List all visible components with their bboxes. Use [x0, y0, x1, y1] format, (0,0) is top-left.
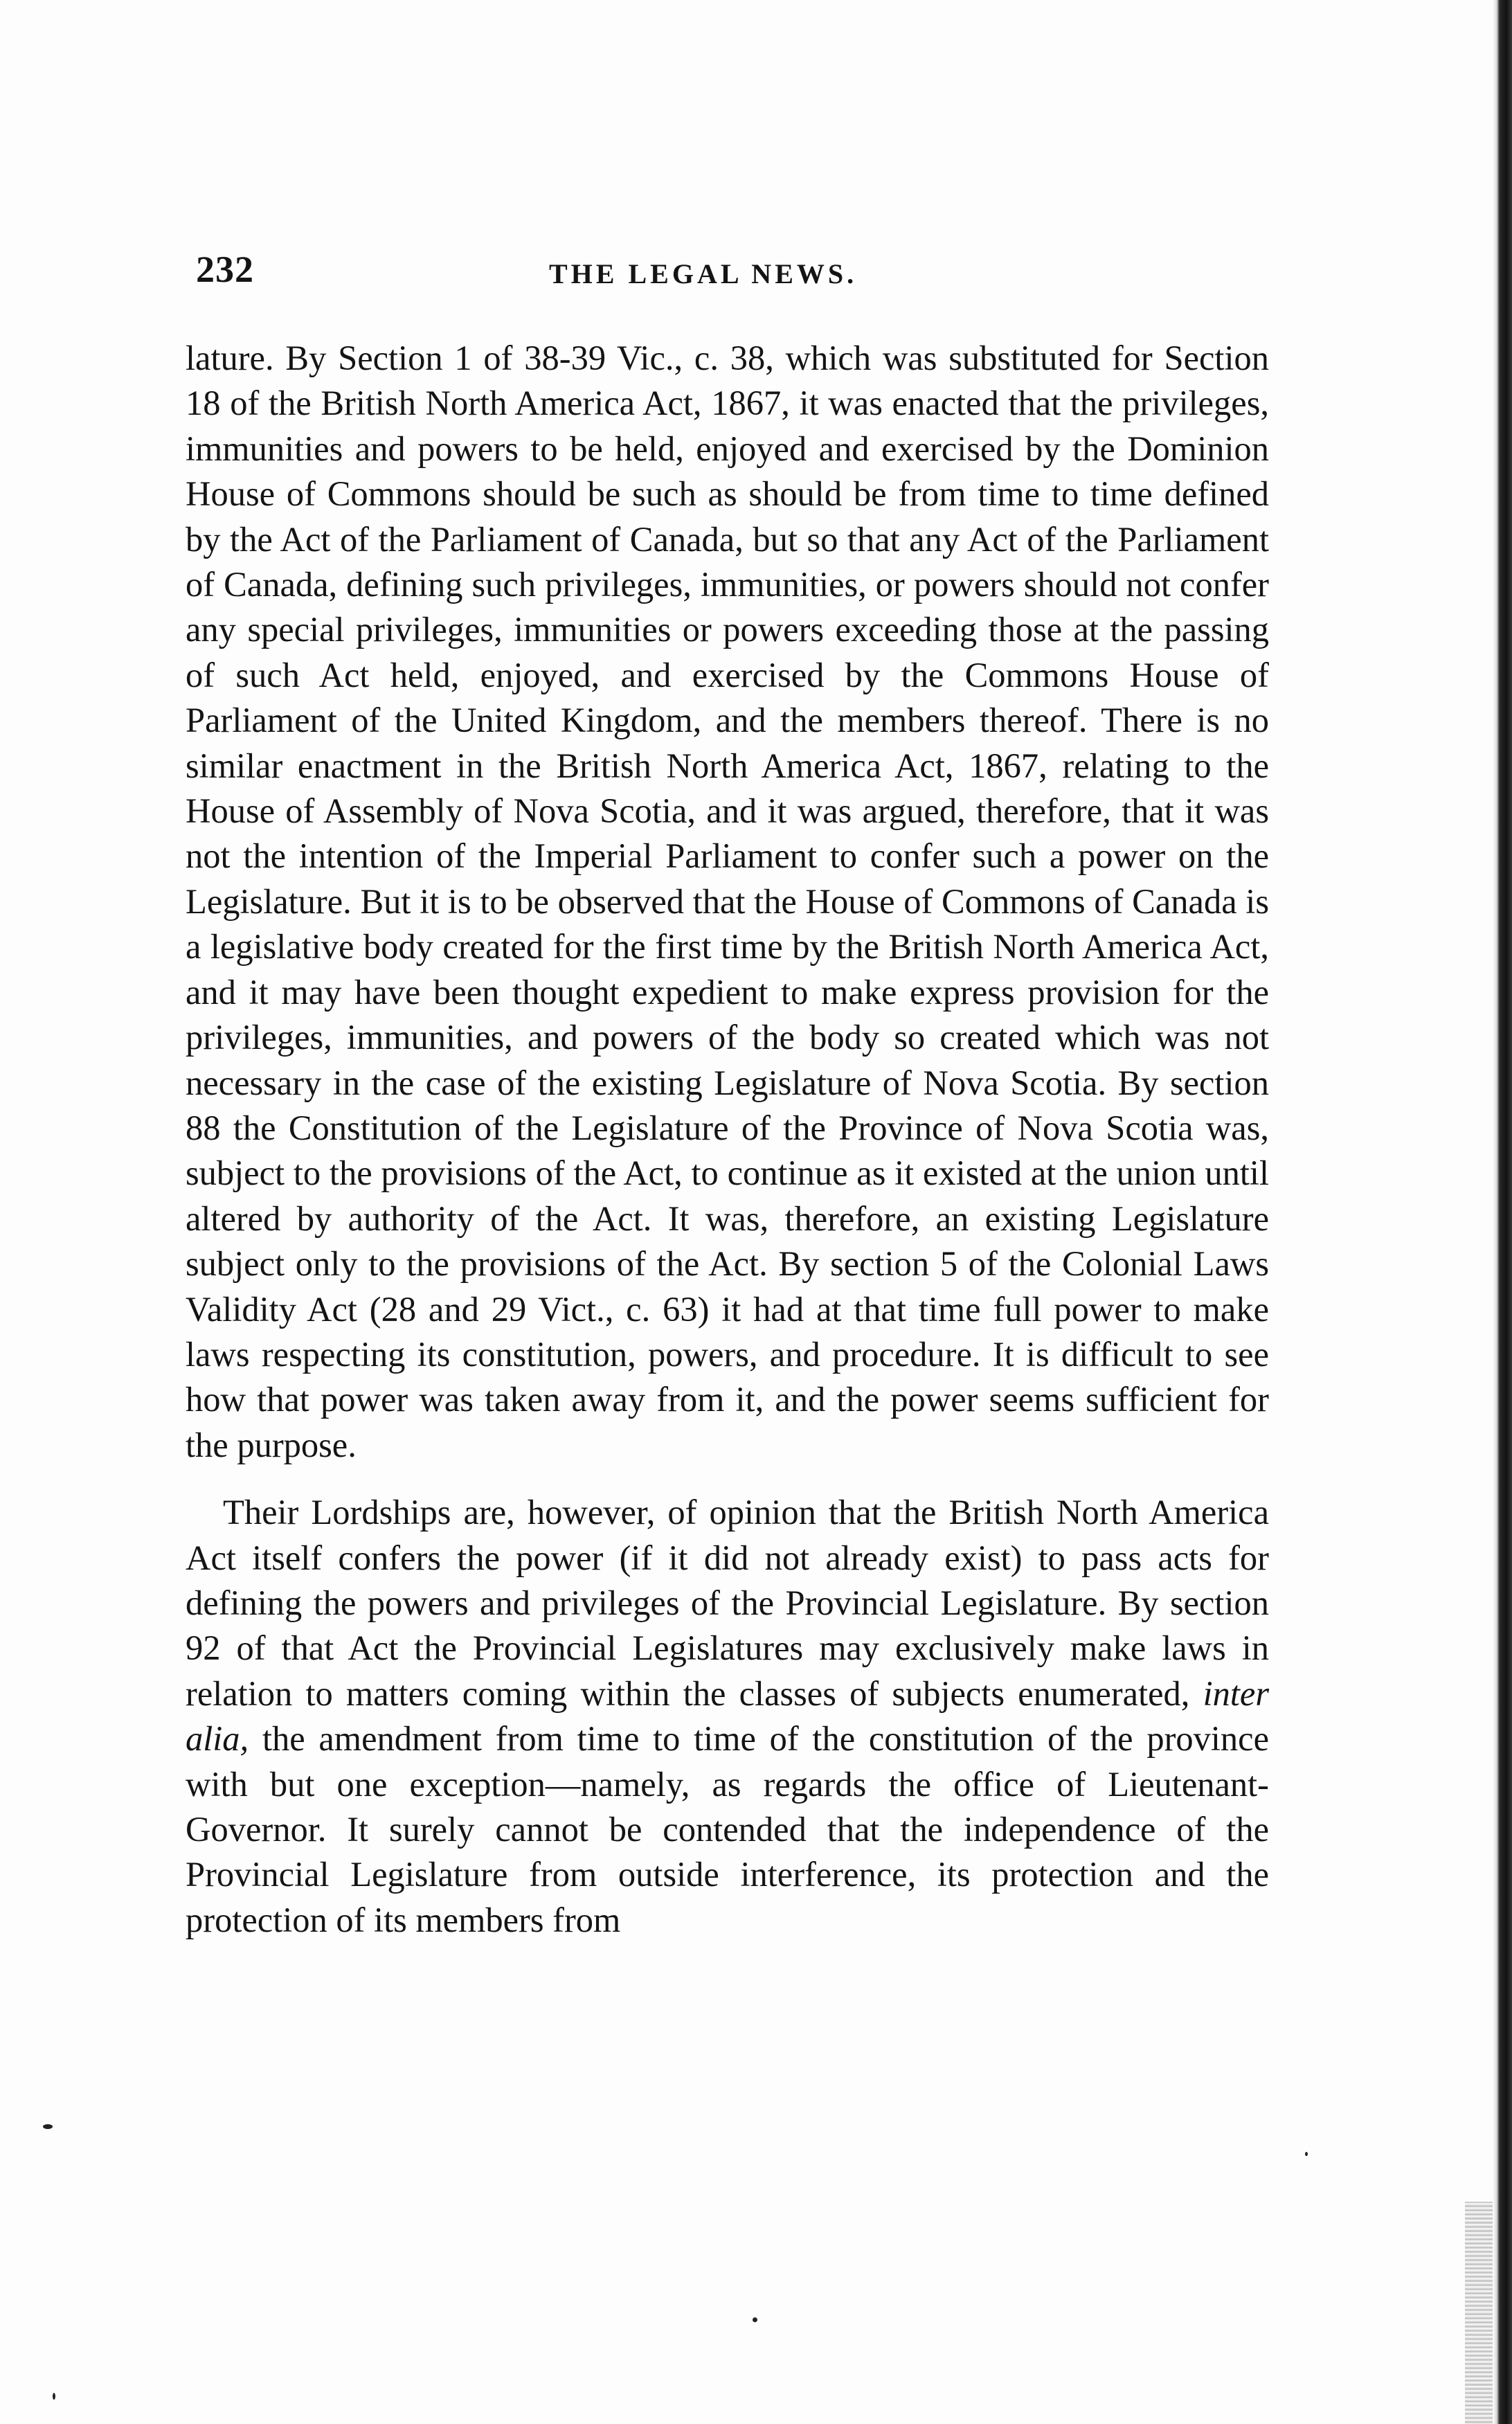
paragraph-2-text-a: Their Lordships are, however, of opinion that the British North America Act itself confers the power (if it did not already exist) to pass acts for defining the powers and privileges of the Provincial Legislature. By section 92 of that Act the Provincial Legislatures may exclusively make laws in relation to matters coming within the classes of subjects enumerated,	[186, 1493, 1269, 1713]
scan-speck	[1305, 2152, 1308, 2156]
paragraph-2-italic-phrase: inter alia,	[186, 1673, 1270, 1759]
running-head	[196, 248, 1255, 289]
paragraph-1: lature. By Section 1 of 38-39 Vic., c. 38, which was substituted for Section 18 of the British North America Act, 1867, it was enacted that the privileges, immunities and powers to be held, enjoyed and exercised by the Dominion House of Commons should be such as should be from time to time defined by the Act of the Parliament of Canada, but so that any Act of the Parliament of Canada, defining such privileges, immunities, or powers should not confer any special privileges, immunities or powers exceeding those at the passing of such Act held, enjoyed, and exercised by the Commons House of Parliament of the United Kingdom, and the members thereof. There is no similar enactment in the British North America Act, 1867, relating to the House of Assembly of Nova Scotia, and it was argued, therefore, that it was not the intention of the Imperial Parliament to confer such a power on the Legislature. But it is to be observed that the House of Commons of Canada is a legislative body created for the first time by the British North America Act, and it may have been thought expedient to make express provision for the privileges, immunities, and powers of the body so created which was not necessary in the case of the existing Legislature of Nova Scotia. By section 88 the Constitution of the Legislature of the Province of Nova Scotia was, subject to the provisions of the Act, to continue as it existed at the union until altered by authority of the Act. It was, therefore, an existing Legislature subject only to the provisions of the Act. By section 5 of the Colonial Laws Validity Act (28 and 29 Vict., c. 63) it had at that time full power to make laws respecting its constitution, powers, and procedure. It is difficult to see how that power was taken away from it, and the power seems sufficient for the purpose.	[186, 339, 1269, 1464]
binding-shadow	[1465, 2202, 1493, 2424]
scan-speck	[53, 2393, 55, 2400]
scan-speck	[753, 2317, 757, 2322]
article-body	[186, 336, 1269, 1943]
journal-title: THE LEGAL NEWS.	[549, 258, 858, 289]
page-binding-edge	[1493, 0, 1512, 2424]
paragraph-2	[186, 1490, 1269, 1943]
paragraph-2-text-b: the amendment from time to time of the constitution of the province with but one exception—namely, as regards the office of Lieutenant-Governor. It surely cannot be contended that the independence of the Provincial Legislature from outside interference, its protection and the protection of its members from	[186, 1719, 1270, 1939]
page-number: 232	[196, 249, 254, 290]
scan-speck	[43, 2124, 53, 2129]
